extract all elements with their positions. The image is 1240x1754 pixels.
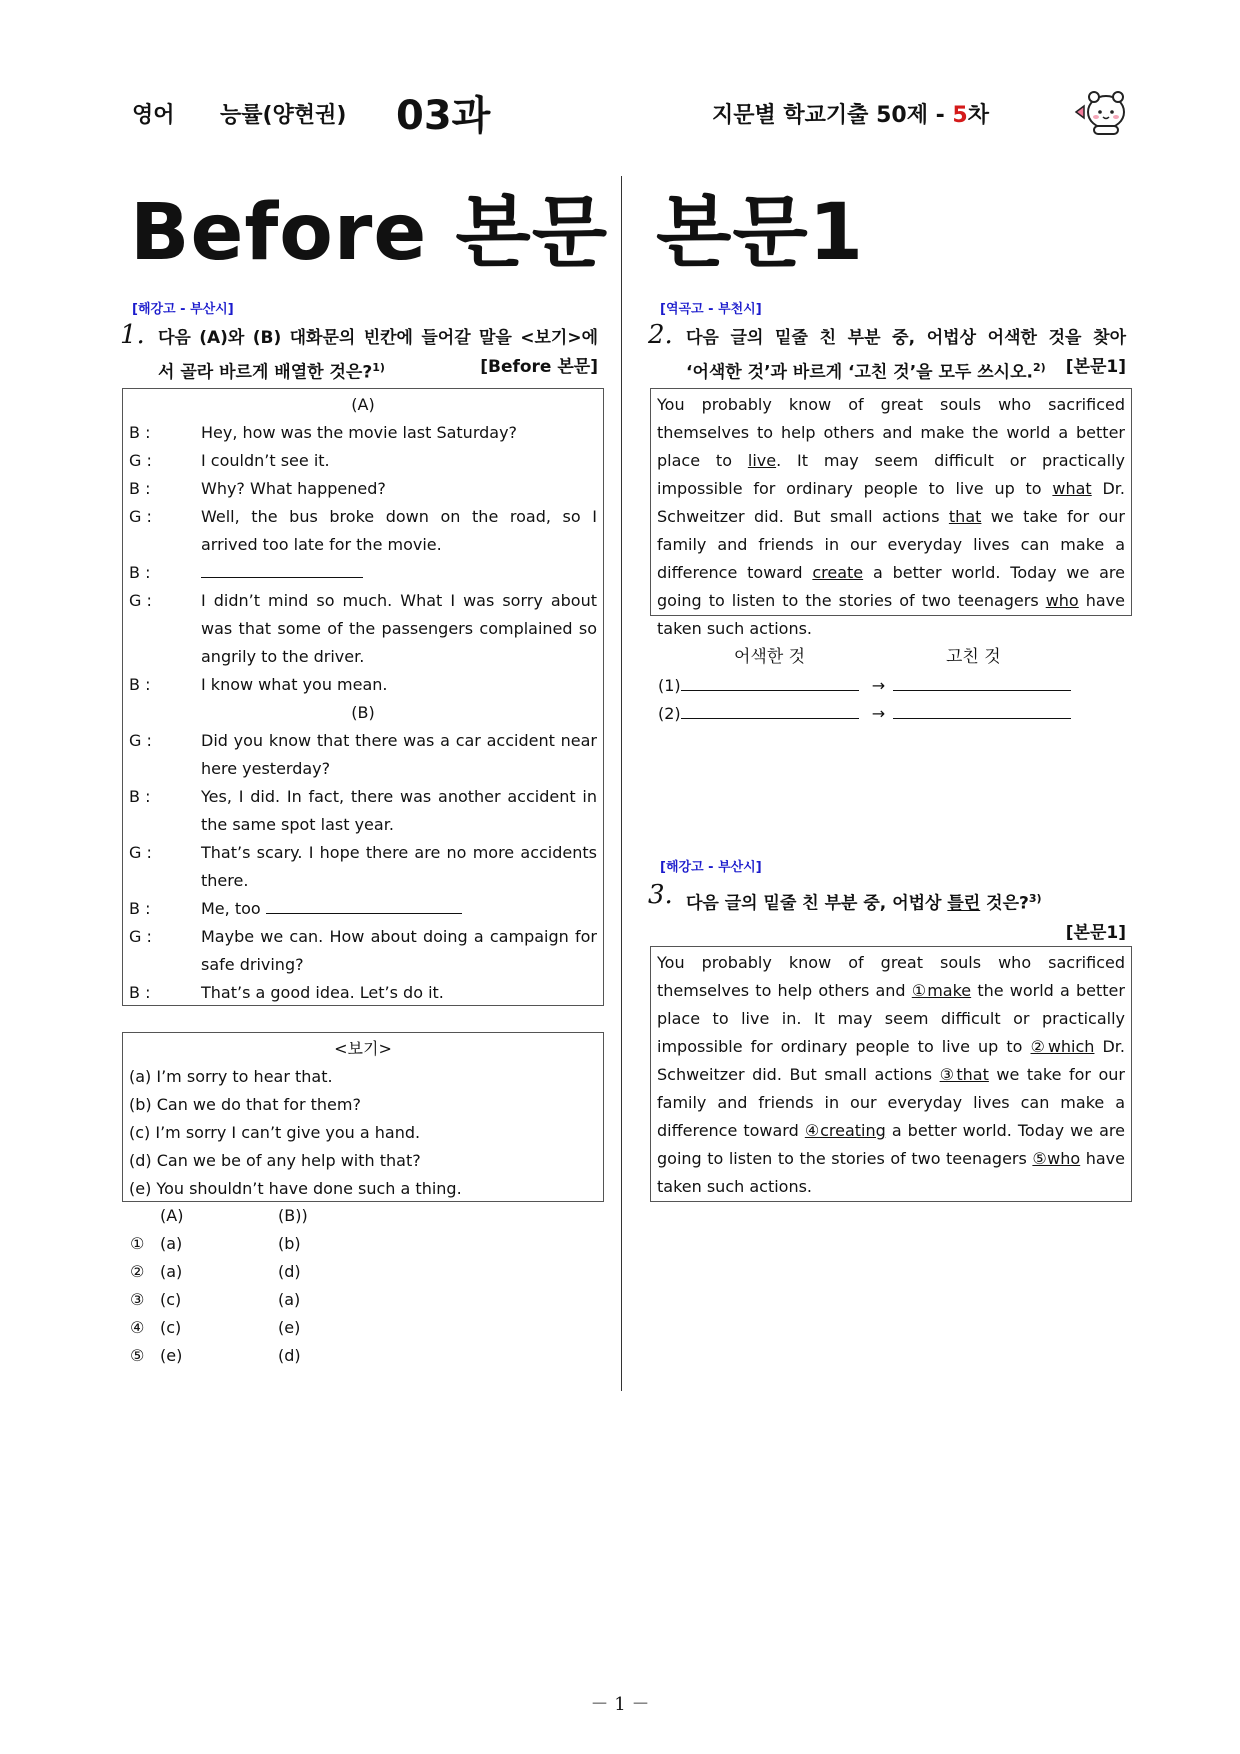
q2-passage-box xyxy=(650,388,1132,638)
dialogue-text: Maybe we can. How about doing a campaign for safe driving? xyxy=(201,927,597,974)
dialogue-text: I didn’t mind so much. What I was sorry about was that some of the passengers complained so angrily to the driver. xyxy=(201,591,597,666)
dialogue-text: Why? What happened? xyxy=(201,479,386,498)
choice-option[interactable] xyxy=(130,1286,430,1314)
speaker: G : xyxy=(129,451,152,470)
passage-text: You probably know of great souls who sacrificed themselves to help others and make the world a better place to xyxy=(657,395,1125,470)
q1-bogi-box xyxy=(122,1032,604,1202)
speaker: G : xyxy=(129,731,152,750)
speaker: B : xyxy=(129,563,151,582)
passage-text: the world a better place to live in. It may seem difficult or practically impossible for ordinary people to live up to xyxy=(657,981,1125,1056)
choice-b: (d) xyxy=(278,1262,301,1281)
dialogue-line xyxy=(129,671,597,699)
dialogue-line xyxy=(129,587,597,671)
dialogue-line xyxy=(129,979,597,1007)
dialogue-line xyxy=(129,727,597,783)
speaker: B : xyxy=(129,423,151,442)
q3-question-text: 다음 글의 밑줄 친 부분 중, 어법상 xyxy=(686,893,948,914)
bear-mascot-icon xyxy=(1072,86,1128,136)
answer-fixed-field[interactable] xyxy=(893,672,1071,691)
bogi-item: (b) Can we do that for them? xyxy=(129,1095,361,1114)
speaker: B : xyxy=(129,899,151,918)
q2-answer-row-1 xyxy=(658,672,1071,700)
series-text: 지문별 학교기출 50제 - xyxy=(712,103,945,128)
q3-question-emphasis: 틀린 xyxy=(947,893,981,914)
q2-number: 2. xyxy=(648,320,673,350)
q1-footnote: 1) xyxy=(372,361,385,374)
choice-a: (c) xyxy=(160,1318,182,1337)
bogi-item: (a) I’m sorry to hear that. xyxy=(129,1067,333,1086)
q2-col-wrong: 어색한 것 xyxy=(734,647,806,667)
q2-col-fixed: 고친 것 xyxy=(946,647,1001,667)
q2-tag: [본문1] xyxy=(1065,357,1126,377)
dialogue-text: That’s a good idea. Let’s do it. xyxy=(201,983,444,1002)
underlined-word: that xyxy=(948,507,982,526)
q3-passage-box xyxy=(650,946,1132,1202)
q3-tag: [본문1] xyxy=(1065,922,1126,943)
series-label xyxy=(712,98,989,129)
passage-text: have taken such actions. xyxy=(657,591,1125,638)
q2-question xyxy=(686,324,1126,388)
dialogue-b-label: (B) xyxy=(351,703,375,722)
underlined-option: ④creating xyxy=(804,1121,886,1140)
underlined-option: ⑤who xyxy=(1032,1149,1081,1168)
choice-number: ⑤ xyxy=(130,1346,145,1365)
speaker: B : xyxy=(129,787,151,806)
dialogue-text: Hey, how was the movie last Saturday? xyxy=(201,423,518,442)
dialogue-line xyxy=(129,503,597,559)
choices-header-b: (B)) xyxy=(278,1206,308,1225)
dialogue-text: Did you know that there was a car accident near here yesterday? xyxy=(201,731,597,778)
q1-number: 1. xyxy=(120,320,145,350)
choice-option[interactable] xyxy=(130,1258,430,1286)
underlined-word: who xyxy=(1045,591,1079,610)
dialogue-line xyxy=(129,447,597,475)
underlined-option: ③that xyxy=(939,1065,989,1084)
choice-number: ④ xyxy=(130,1318,145,1337)
dialogue-text: That’s scary. I hope there are no more accidents there. xyxy=(201,843,597,890)
lesson-label: 03과 xyxy=(396,93,491,139)
q3-question xyxy=(686,884,1126,948)
answer-blank-a[interactable] xyxy=(201,559,363,578)
choices-header xyxy=(130,1202,430,1230)
q2-footnote: 2) xyxy=(1032,361,1046,374)
answer-fixed-field[interactable] xyxy=(893,700,1071,719)
dialogue-line xyxy=(129,895,597,923)
round-suffix: 차 xyxy=(967,103,989,128)
underlined-word: live xyxy=(747,451,777,470)
page-number: － 1 － xyxy=(590,1694,650,1715)
speaker: G : xyxy=(129,927,152,946)
speaker: G : xyxy=(129,591,152,610)
speaker: G : xyxy=(129,507,152,526)
q2-source: [역곡고 - 부천시] xyxy=(660,302,762,317)
passage-text: have taken such actions. xyxy=(657,1149,1125,1196)
dialogue-line xyxy=(129,559,597,587)
bogi-item: (e) You shouldn’t have done such a thing. xyxy=(129,1179,462,1198)
underlined-option: ②which xyxy=(1030,1037,1095,1056)
q2-answer-row-2 xyxy=(658,700,1071,728)
dialogue-line xyxy=(129,783,597,839)
choice-number: ① xyxy=(130,1234,145,1253)
underlined-option: ①make xyxy=(911,981,972,1000)
bogi-item: (c) I’m sorry I can’t give you a hand. xyxy=(129,1123,421,1142)
q3-number: 3. xyxy=(648,880,673,910)
underlined-word: create xyxy=(812,563,864,582)
passage-text: . It may seem difficult or practically impossible for ordinary people to live up to xyxy=(657,451,1126,498)
dialogue-line xyxy=(129,923,597,979)
choice-number: ③ xyxy=(130,1290,145,1309)
choice-b: (b) xyxy=(278,1234,301,1253)
choice-a: (c) xyxy=(160,1290,182,1309)
speaker: B : xyxy=(129,983,151,1002)
choice-a: (e) xyxy=(160,1346,183,1365)
choice-option[interactable] xyxy=(130,1314,430,1342)
dialogue-text: Me, too xyxy=(201,899,261,918)
bogi-title: <보기> xyxy=(334,1039,392,1058)
dialogue-a-label: (A) xyxy=(351,395,375,414)
q3-source: [해강고 - 부산시] xyxy=(660,860,762,875)
speaker: G : xyxy=(129,843,152,862)
dialogue-text: I couldn’t see it. xyxy=(201,451,330,470)
dialogue-line xyxy=(129,475,597,503)
underlined-word: what xyxy=(1052,479,1092,498)
q1-dialogue-box xyxy=(122,388,604,1006)
choices-header-a: (A) xyxy=(160,1206,184,1225)
q1-source: [해강고 - 부산시] xyxy=(132,302,234,317)
subject-label: 영어 xyxy=(132,103,175,128)
q2-question-line1: 다음 글의 밑줄 친 부분 중, 어법상 어색한 것을 찾아 xyxy=(686,328,1126,348)
arrow-icon: → xyxy=(871,676,886,695)
q3-question-text-end: 것은? xyxy=(980,893,1029,914)
choice-number: ② xyxy=(130,1262,145,1281)
passage-text: Dr. Schweitzer did. But small actions xyxy=(657,479,1126,526)
dialogue-text: Well, the bus broke down on the road, so I arrived too late for the movie. xyxy=(201,507,597,554)
q1-question-line1: 다음 (A)와 (B) 대화문의 빈칸에 들어갈 말을 <보기>에 xyxy=(158,328,598,348)
q2-question-line2: ‘어색한 것’과 바르게 ‘고친 것’을 모두 쓰시오. xyxy=(686,362,1033,383)
choice-option[interactable] xyxy=(130,1342,430,1370)
passage-text: Dr. Schweitzer did. But small actions xyxy=(657,1037,1126,1084)
title-left: Before 본문 xyxy=(130,188,609,278)
q1-choices xyxy=(130,1202,430,1370)
choice-b: (a) xyxy=(278,1290,301,1309)
passage-text: You probably know of great souls who sacrificed themselves to help others and xyxy=(657,953,1125,1000)
q1-question xyxy=(158,324,598,388)
arrow-icon: → xyxy=(871,704,886,723)
answer-blank-b[interactable] xyxy=(266,895,462,914)
passage-text: we take for our family and friends in our everyday lives can make a difference toward xyxy=(657,507,1125,582)
title-right: 본문1 xyxy=(656,188,864,278)
q1-tag: [Before 본문] xyxy=(480,357,598,377)
dialogue-text: Yes, I did. In fact, there was another accident in the same spot last year. xyxy=(201,787,597,834)
passage-text: we take for our family and friends in our everyday lives can make a difference toward xyxy=(657,1065,1125,1140)
choice-a: (a) xyxy=(160,1234,183,1253)
answer-wrong-field[interactable] xyxy=(681,700,859,719)
speaker: B : xyxy=(129,675,151,694)
q3-footnote: 3) xyxy=(1028,892,1042,905)
answer-row-label: (1) xyxy=(658,676,681,695)
dialogue-line xyxy=(129,839,597,895)
speaker: B : xyxy=(129,479,151,498)
answer-wrong-field[interactable] xyxy=(681,672,859,691)
dialogue-line xyxy=(129,419,597,447)
q1-question-line2: 서 골라 바르게 배열한 것은? xyxy=(158,362,373,383)
round-number: 5 xyxy=(952,103,968,128)
passage-text: a better world. Today we are going to listen to the stories of two teenagers xyxy=(657,1121,1126,1168)
passage-text: a better world. Today we are going to listen to the stories of two teenagers xyxy=(657,563,1125,610)
choice-b: (d) xyxy=(278,1346,301,1365)
choice-b: (e) xyxy=(278,1318,301,1337)
bogi-item: (d) Can we be of any help with that? xyxy=(129,1151,421,1170)
answer-row-label: (2) xyxy=(658,704,681,723)
choice-option[interactable] xyxy=(130,1230,430,1258)
choice-a: (a) xyxy=(160,1262,183,1281)
column-divider xyxy=(621,176,622,1391)
dialogue-text: I know what you mean. xyxy=(201,675,388,694)
textbook-label: 능률(양현권) xyxy=(220,103,347,128)
